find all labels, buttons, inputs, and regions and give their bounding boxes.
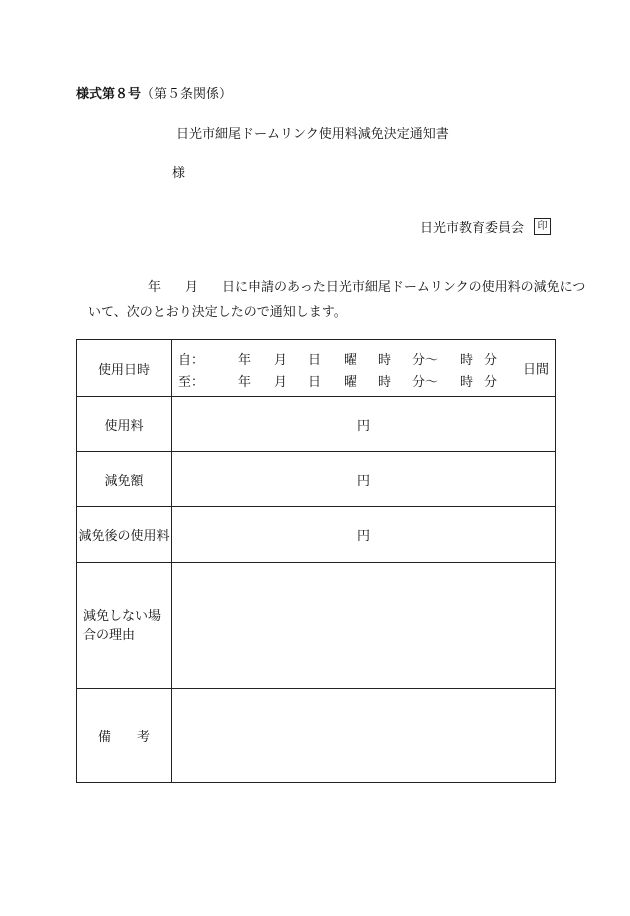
label-remarks: 備 考: [77, 689, 172, 782]
notice-line-1: [148, 276, 585, 295]
reduction-amount-unit: 円: [356, 473, 370, 489]
form-number-label: 様式第８号: [76, 87, 142, 102]
fee-after-reduction-unit: 円: [356, 529, 370, 544]
to-minute-to: 分～: [412, 375, 439, 390]
to-month: 月: [274, 375, 288, 390]
from-hour-end: 時: [460, 353, 474, 368]
row-fee-after-reduction: [77, 506, 555, 562]
notice-month-label: 月: [185, 280, 199, 295]
label-fee-after-reduction: 減免後の使用料: [77, 507, 172, 562]
from-day: 日: [308, 353, 322, 368]
from-weekday: 曜: [344, 353, 358, 368]
from-year: 年: [238, 353, 252, 368]
notice-text: 日に申請のあった日光市細尾ドームリンクの使用料の減免につ: [222, 280, 586, 295]
cell-no-reduction-reason[interactable]: [172, 563, 555, 688]
label-usage-datetime: 使用日時: [77, 340, 172, 396]
cell-fee-after-reduction[interactable]: [172, 507, 555, 562]
from-minute-end: 分: [484, 353, 498, 368]
notice-year-label: 年: [148, 280, 162, 295]
row-usage-fee: [77, 396, 555, 451]
row-usage-datetime: [77, 340, 555, 396]
usage-fee-unit: 円: [356, 418, 370, 434]
label-no-reduction-reason: 減免しない場合の理由: [77, 563, 172, 688]
row-remarks: [77, 688, 555, 782]
to-day: 日: [308, 375, 322, 390]
cell-usage-fee[interactable]: [172, 397, 555, 451]
days-suffix: 日間: [522, 362, 549, 378]
row-reduction-amount: [77, 451, 555, 506]
to-label: 至：: [178, 375, 205, 390]
seal-mark: 印: [534, 218, 551, 235]
cell-reduction-amount[interactable]: [172, 452, 555, 506]
cell-remarks[interactable]: [172, 689, 555, 782]
to-weekday: 曜: [344, 375, 358, 390]
label-usage-fee: 使用料: [77, 397, 172, 451]
datetime-from-line: [178, 349, 497, 368]
to-year: 年: [238, 375, 252, 390]
issuer-name: 日光市教育委員会: [420, 221, 525, 236]
from-minute-to: 分～: [412, 353, 439, 368]
notice-line-2: いて、次のとおり決定したので通知します。: [88, 305, 347, 320]
cell-usage-datetime[interactable]: [172, 340, 555, 396]
to-minute-end: 分: [484, 375, 498, 390]
document-title: 日光市細尾ドームリンク使用料減免決定通知書: [176, 127, 449, 142]
form-reference: （第５条関係）: [141, 87, 233, 102]
issuer: [420, 217, 551, 236]
from-label: 自：: [178, 353, 205, 368]
decision-table: [76, 339, 556, 783]
to-hour-end: 時: [460, 375, 474, 390]
from-hour: 時: [378, 353, 392, 368]
row-no-reduction-reason: [77, 562, 555, 688]
from-month: 月: [274, 353, 288, 368]
datetime-to-line: [178, 371, 497, 390]
form-number: [76, 83, 232, 102]
label-reduction-amount: 減免額: [77, 452, 172, 506]
to-hour: 時: [378, 375, 392, 390]
recipient-suffix: 様: [172, 166, 186, 181]
